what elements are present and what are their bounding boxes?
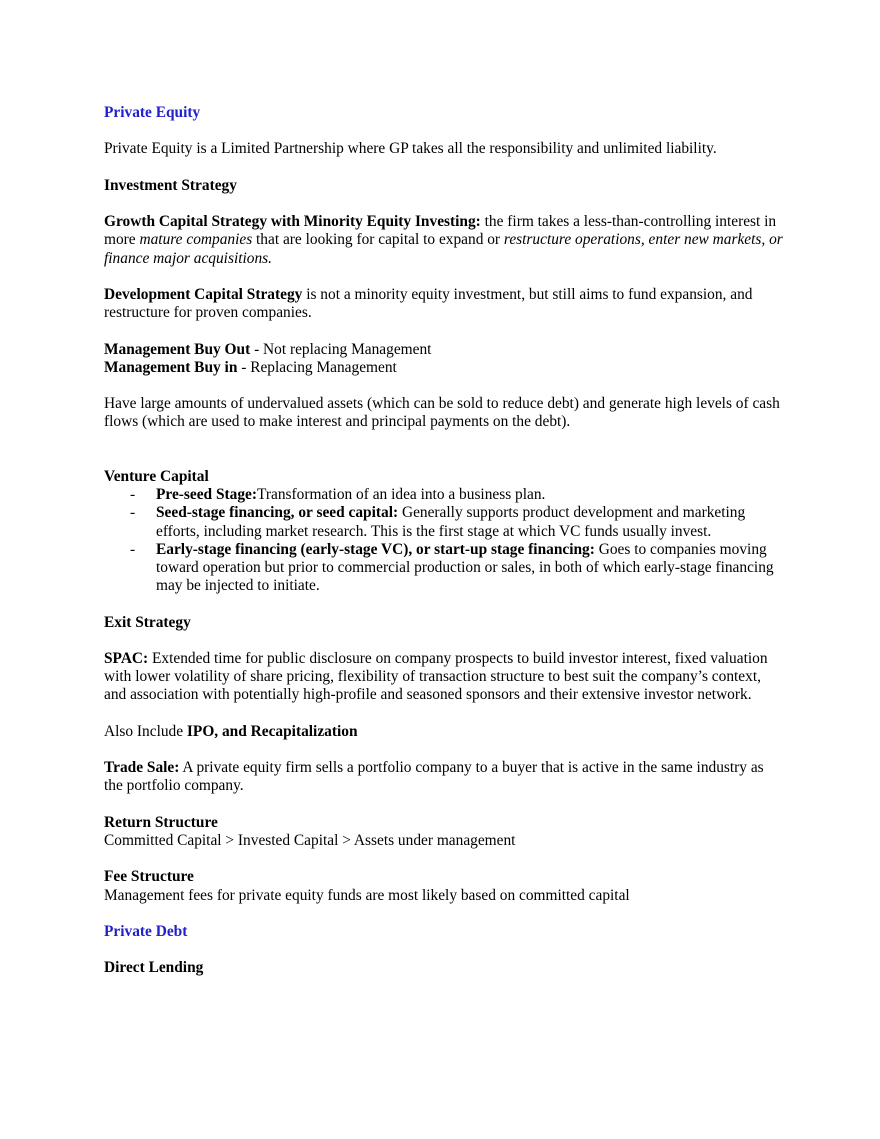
venture-capital-list <box>104 486 784 595</box>
document-page <box>104 104 784 978</box>
growth-capital-text-2: that are looking for capital to expand or <box>252 231 504 249</box>
exit-strategy-heading <box>104 614 784 632</box>
management-buy-in-label: Management Buy in <box>104 358 238 376</box>
list-item <box>104 541 784 596</box>
growth-capital-label: Growth Capital Strategy with Minority Equity Investing: <box>104 213 481 231</box>
fee-structure-text: Management fees for private equity funds are most likely based on committed capital <box>104 886 630 904</box>
growth-capital-italic-1: mature companies <box>139 231 253 249</box>
trade-sale-paragraph <box>104 759 784 795</box>
also-include-bold: IPO, and Recapitalization <box>186 722 358 740</box>
vc-item-label: Seed-stage financing, or seed capital: <box>156 504 399 522</box>
investment-strategy-heading-text: Investment Strategy <box>104 176 237 194</box>
venture-capital-heading-text: Venture Capital <box>104 467 209 485</box>
trade-sale-label: Trade Sale: <box>104 759 180 777</box>
spac-text: Extended time for public disclosure on company prospects to build investor interest, fixed valuation with lower volatility of share pricing, flexibility of transaction structure to best suit the company’s context, and association with potentially high-profile and seasoned sponsors and their extensive investor network. <box>104 649 768 704</box>
return-structure-heading-text: Return Structure <box>104 813 218 831</box>
assets-note-paragraph: Have large amounts of undervalued assets (which can be sold to reduce debt) and generate high levels of cash flows (which are used to make interest and principal payments on the debt). <box>104 395 780 431</box>
return-structure-heading <box>104 814 784 832</box>
list-item <box>104 504 784 540</box>
spac-label: SPAC: <box>104 649 149 667</box>
management-buy-in-text: - Replacing Management <box>237 358 397 376</box>
list-item <box>104 486 784 504</box>
spac-paragraph <box>104 650 784 705</box>
vc-item-text: Transformation of an idea into a business plan. <box>257 486 546 504</box>
fee-structure-heading-text: Fee Structure <box>104 868 194 886</box>
dash-bullet: - <box>130 540 136 558</box>
also-include-line <box>104 723 784 741</box>
dash-bullet: - <box>130 486 136 504</box>
growth-capital-italic-2: restructure operations, enter new markets, or finance major acquisitions. <box>104 231 783 267</box>
management-buy-out-text: - Not replacing Management <box>250 340 432 358</box>
management-buy-out-line <box>104 341 784 359</box>
venture-capital-heading <box>104 468 784 486</box>
exit-strategy-heading-text: Exit Strategy <box>104 613 191 631</box>
section-title-private-equity: Private Equity <box>104 104 201 121</box>
direct-lending-heading-text: Direct Lending <box>104 959 204 977</box>
direct-lending-heading <box>104 959 784 977</box>
management-buy-in-line <box>104 359 784 377</box>
management-buy-out-label: Management Buy Out <box>104 340 251 358</box>
vc-item-text: Generally supports product development and marketing efforts, including market research. This is the first stage at which VC funds usually invest. <box>156 504 746 540</box>
fee-structure-heading <box>104 868 784 886</box>
growth-capital-paragraph <box>104 213 784 268</box>
development-capital-paragraph <box>104 286 784 322</box>
development-capital-text: is not a minority equity investment, but still aims to fund expansion, and restructure for proven companies. <box>104 285 753 322</box>
trade-sale-text: A private equity firm sells a portfolio company to a buyer that is active in the same industry as the portfolio company. <box>104 759 764 795</box>
pe-intro-paragraph: Private Equity is a Limited Partnership where GP takes all the responsibility and unlimited liability. <box>104 140 717 158</box>
investment-strategy-heading <box>104 177 784 195</box>
growth-capital-text-1: the firm takes a less-than-controlling interest in more <box>104 213 777 249</box>
vc-item-label: Early-stage financing (early-stage VC), or start-up stage financing: <box>156 540 595 558</box>
also-include-text: Also Include <box>104 722 187 740</box>
section-title-private-debt: Private Debt <box>104 922 188 940</box>
dash-bullet: - <box>130 504 136 522</box>
development-capital-label: Development Capital Strategy <box>104 285 303 303</box>
vc-item-text: Goes to companies moving toward operation but prior to commercial production or sales, in both of which early-stage financing may be injected to initiate. <box>156 540 774 595</box>
return-structure-text: Committed Capital > Invested Capital > Assets under management <box>104 831 516 849</box>
vc-item-label: Pre-seed Stage: <box>156 486 258 504</box>
